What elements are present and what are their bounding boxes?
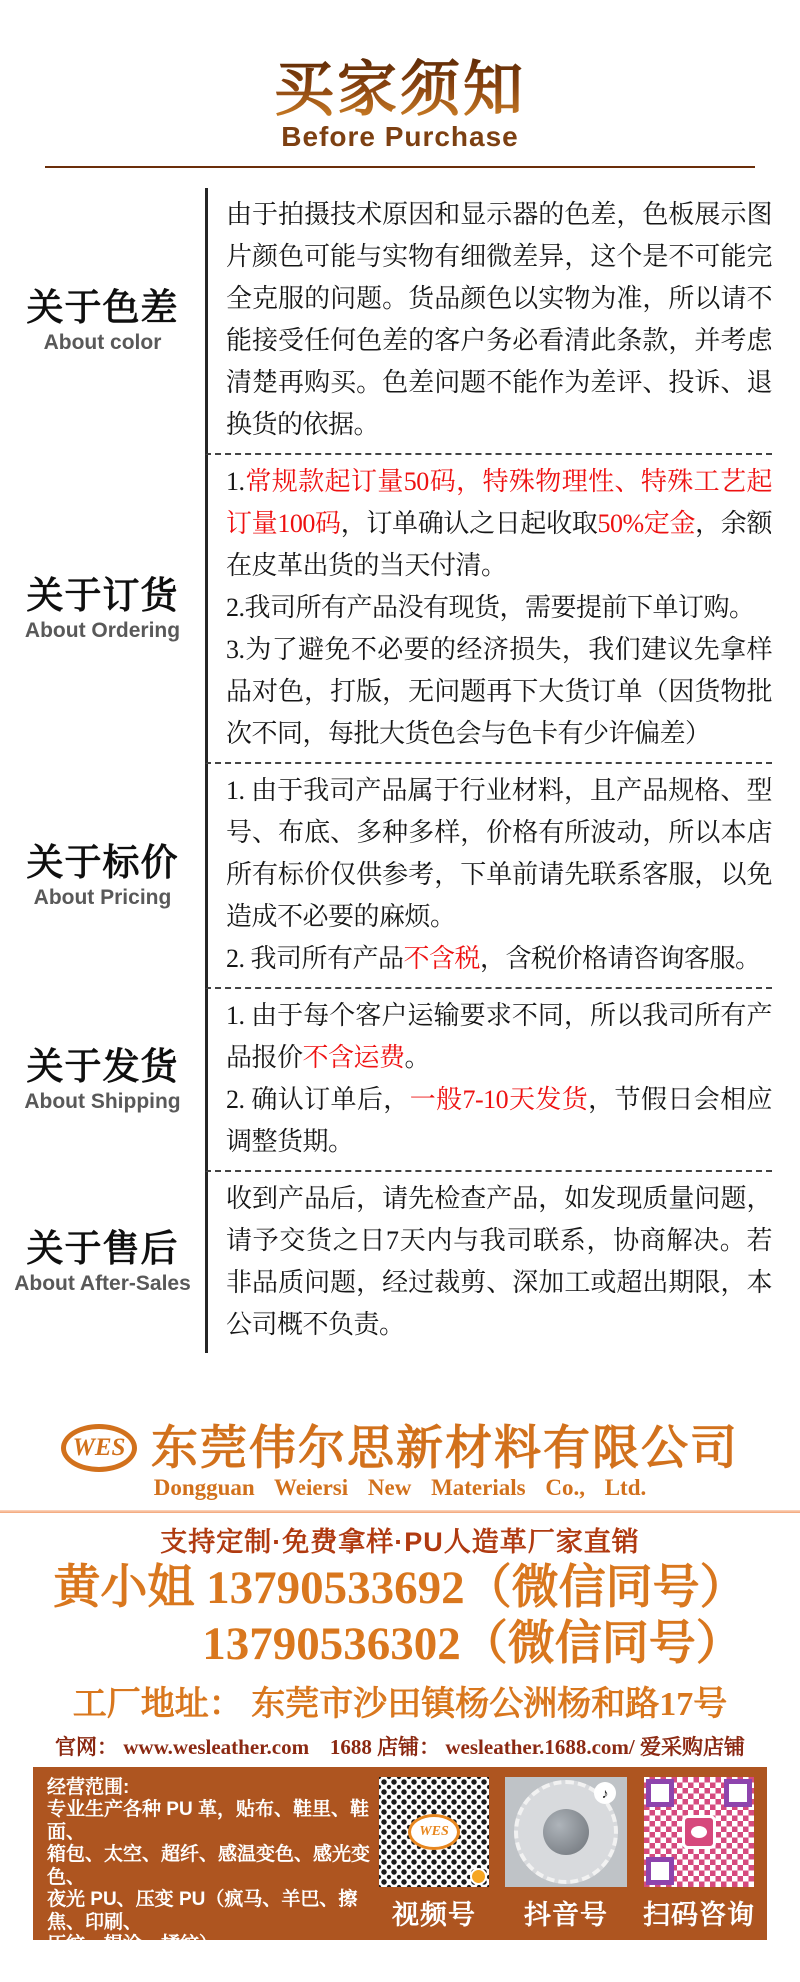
body-text: 2. 确认订单后， [226, 1085, 410, 1114]
body-text: 。 [404, 1043, 431, 1072]
official-website: 官网： www.wesleather.com [55, 1734, 310, 1759]
section-body [205, 1172, 772, 1353]
page-title: 买家须知 [274, 56, 526, 123]
phone-line-1: 黄小姐 13790533692（微信同号） [53, 1562, 747, 1615]
section-body [205, 764, 772, 989]
wechat-bubble-shape [691, 1826, 707, 1838]
body-text: ，订单确认之日起收取 [340, 509, 598, 538]
notice-row [0, 188, 800, 455]
notice-paragraph [226, 461, 772, 587]
section-label [0, 455, 205, 764]
section-title-en: About After-Sales [14, 1271, 191, 1295]
title-divider [45, 166, 755, 168]
highlighted-text: 常规款起订量50码，特殊物理性、特殊工艺起订量100码 [226, 467, 772, 538]
scope-line: 夜光 PU、压变 PU（疯马、羊巴、擦焦、印刷、 [47, 1889, 358, 1933]
wes-logo-small-icon: WES [408, 1814, 460, 1850]
business-scope-banner [33, 1767, 767, 1956]
notice-row [0, 989, 800, 1172]
notice-row [0, 764, 800, 989]
video-channel-qr-icon [379, 1777, 489, 1887]
douyin-qr-icon [505, 1777, 627, 1887]
section-body [205, 455, 772, 764]
notice-paragraph [226, 194, 772, 446]
body-text: 由于拍摄技术原因和显示器的色差，色板展示图片颜色可能与实物有细微差异，这个是不可能完全克服的问题。货品颜色以实物为准，所以请不能接受任何色差的客户务必看清此条款，并考虑清楚再购买。色差问题不能作为差评、投诉、退换货的依据。 [226, 200, 772, 439]
channels-badge-icon [470, 1868, 487, 1885]
notice-paragraph [226, 1178, 772, 1346]
notice-row [0, 1172, 800, 1353]
notice-paragraph [226, 1079, 772, 1163]
wechat-bubble-icon [682, 1815, 716, 1849]
notice-paragraph [226, 938, 772, 980]
highlighted-text: 50%定金 [597, 509, 696, 538]
video-channel-tile [379, 1777, 489, 1932]
qr-finder-icon [646, 1857, 674, 1885]
section-title-en: About color [43, 330, 162, 354]
scope-lines [47, 1799, 379, 1957]
section-title-zh: 关于售后 [26, 1228, 179, 1270]
section-label [0, 989, 205, 1172]
body-text: 2.我司所有产品没有现货，需要提前下单订购。 [226, 593, 755, 622]
qr-finder-icon [724, 1779, 752, 1807]
body-text: 1. [226, 467, 245, 496]
section-title-en: About Ordering [24, 618, 181, 642]
wechat-tile [643, 1777, 755, 1932]
page-subtitle: Before Purchase [281, 121, 519, 152]
section-title-zh: 关于发货 [26, 1046, 179, 1088]
douyin-ring-icon [514, 1780, 618, 1884]
notice-paragraph [226, 770, 772, 938]
qr-finder-icon [646, 1779, 674, 1807]
section-title-zh: 关于订货 [26, 575, 179, 617]
web-links-row [0, 1731, 800, 1761]
wes-logo-icon: WES [61, 1424, 137, 1472]
scope-title: 经营范围: [47, 1776, 130, 1798]
company-name-zh: 东莞伟尔思新材料有限公司 [151, 1421, 739, 1474]
notice-table [0, 188, 800, 1353]
section-body [205, 989, 772, 1172]
section-title-zh: 关于标价 [26, 842, 179, 884]
header [0, 0, 800, 168]
section-body [205, 188, 772, 455]
section-label [0, 188, 205, 455]
section-label [0, 764, 205, 989]
scope-line: 压纹、辊涂、揉纹） [47, 1934, 219, 1956]
body-text: 2. 我司所有产品 [226, 944, 404, 973]
company-logo-row [0, 1423, 800, 1472]
body-text: 1. 由于我司产品属于行业材料，且产品规格、型号、布底、多种多样，价格有所波动，所以本店所有标价仅供参考，下单前请先联系客服，以免造成不必要的麻烦。 [226, 776, 772, 931]
business-scope-text [47, 1776, 379, 1956]
scope-line: 箱包、太空、超纤、感温变色、感光变色、 [47, 1844, 371, 1888]
body-text: ，余额在皮革出货的当天付清。 [226, 509, 772, 580]
highlighted-text: 一般7-10天发货 [409, 1085, 589, 1114]
highlighted-text: 不含运费 [302, 1043, 405, 1072]
body-text: ，节假日会相应调整货期。 [226, 1085, 772, 1156]
company-block [0, 1423, 800, 1761]
notice-paragraph [226, 587, 772, 629]
douyin-photo-icon [543, 1809, 589, 1855]
body-text: 3.为了避免不必要的经济损失，我们建议先拿样品对色，打版，无问题再下大货订单（因货物批次不同，每批大货色会与色卡有少许偏差） [226, 635, 772, 748]
section-title-en: About Shipping [24, 1089, 181, 1113]
section-title-zh: 关于色差 [26, 287, 179, 329]
scope-line: 专业生产各种 PU 革，贴布、鞋里、鞋面、 [47, 1799, 369, 1843]
wechat-label: 扫码咨询 [643, 1899, 755, 1930]
notice-paragraph [226, 995, 772, 1079]
body-text: ，含税价格请咨询客服。 [480, 944, 761, 973]
phone-line-2: 13790536302（微信同号） [202, 1617, 743, 1670]
section-title-en: About Pricing [33, 885, 172, 909]
body-text: 1. 由于每个客户运输要求不同，所以我司所有产品报价 [226, 1001, 772, 1072]
douyin-tile [505, 1777, 627, 1932]
company-name-en: Dongguan Weiersi New Materials Co., Ltd. [153, 1475, 647, 1501]
douyin-label: 抖音号 [524, 1899, 608, 1930]
qr-group [379, 1777, 755, 1940]
wechat-qr-icon [644, 1777, 754, 1887]
highlighted-text: 不含税 [403, 944, 481, 973]
section-label [0, 1172, 205, 1353]
notice-row [0, 455, 800, 764]
factory-address: 工厂地址： 东莞市沙田镇杨公洲杨和路17号 [72, 1685, 728, 1723]
salmon-divider [0, 1510, 800, 1513]
shop-1688: 1688 店铺： wesleather.1688.com/ 爱采购店铺 [329, 1734, 745, 1759]
company-slogan: 支持定制·免费拿样·PU人造革厂家直销 [160, 1527, 640, 1558]
notice-paragraph [226, 629, 772, 755]
body-text: 收到产品后，请先检查产品，如发现质量问题，请予交货之日7天内与我司联系，协商解决。若非品质问题，经过裁剪、深加工或超出期限，本公司概不负责。 [226, 1184, 772, 1339]
video-channel-label: 视频号 [392, 1899, 476, 1930]
music-note-icon: ♪ [594, 1782, 616, 1804]
